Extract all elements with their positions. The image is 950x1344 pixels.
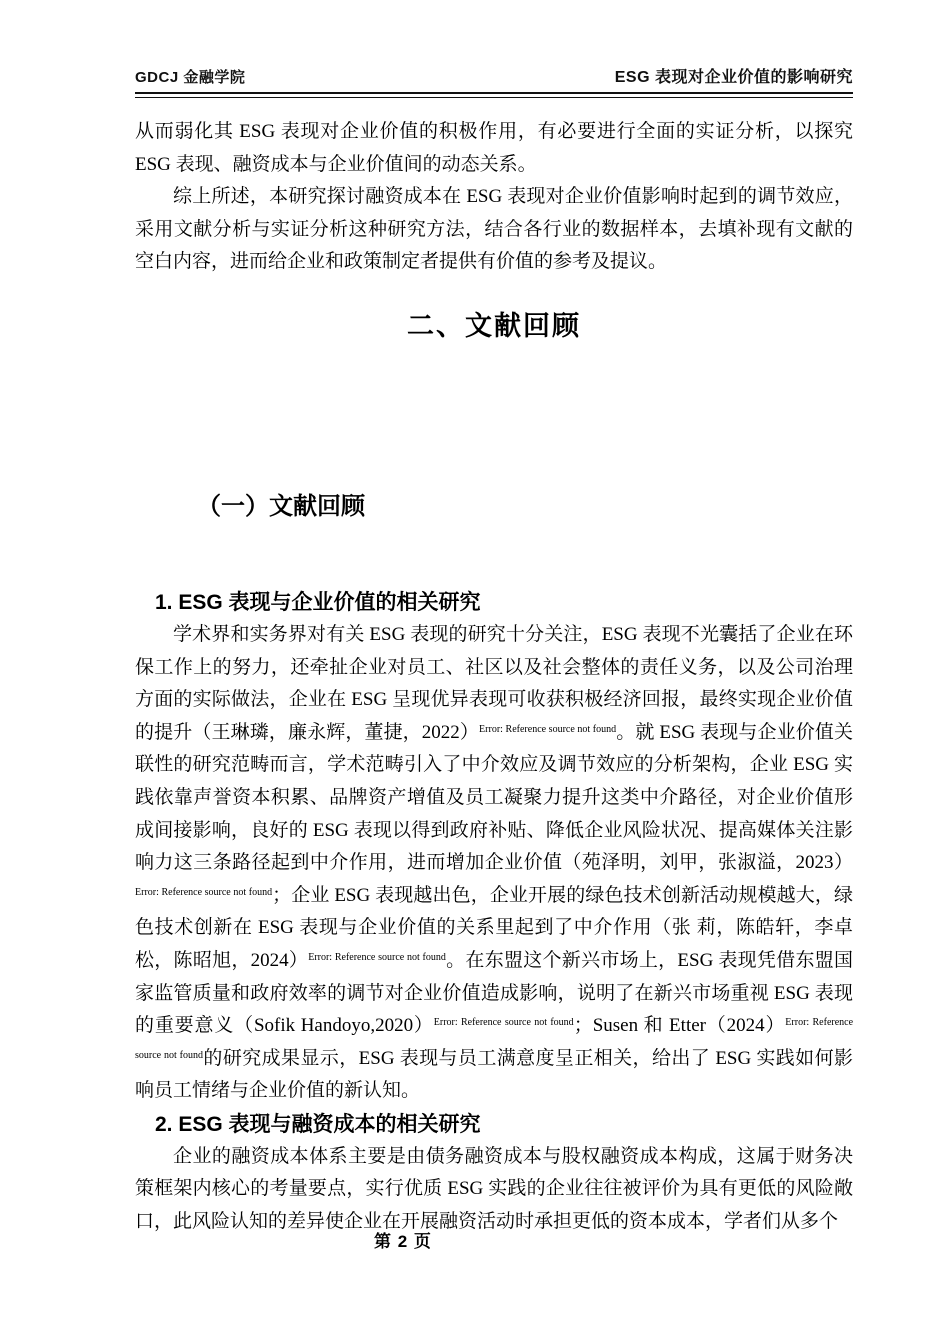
error-reference-marker: Error: Reference source not found xyxy=(135,886,273,898)
text-run: 。在东盟这个新兴市场上，ESG 表现凭借东盟国家监管质量和政府效率的调节对企业价值造成影响，说明了在新兴市场重视 ESG 表现的重要意义（Sofik Handoyo,2020） xyxy=(135,949,853,1037)
subsection-heading-1: 1. ESG 表现与企业价值的相关研究 xyxy=(155,590,481,614)
body-paragraph xyxy=(135,181,853,279)
page-footer xyxy=(374,1227,432,1252)
error-reference-marker: Error: Reference source not found xyxy=(135,1017,854,1061)
chapter-heading: 二、文献回顾 xyxy=(407,310,581,341)
error-reference-marker: Error: Reference source not found xyxy=(479,723,617,735)
header-school-name: GDCJ 金融学院 xyxy=(135,69,246,86)
body-paragraph xyxy=(135,619,853,1108)
error-reference-marker: Error: Reference source not found xyxy=(308,951,446,963)
section-heading: （一）文献回顾 xyxy=(197,492,365,520)
page-header xyxy=(135,64,853,98)
header-row xyxy=(135,64,853,87)
text-run: 从而弱化其 ESG 表现对企业价值的积极作用，有必要进行全面的实证分析，以探究 ESG 表现、融资成本与企业价值间的动态关系。 xyxy=(135,121,853,175)
text-run: 企业的融资成本体系主要是由债务融资成本与股权融资成本构成，这属于财务决策框架内核心的考量要点，实行优质 ESG 实践的企业往往被评价为具有更低的风险敞口，此风险认知的差异使企业在开展融资活动时承担更低的资本成本，学者们从多个 xyxy=(135,1145,853,1233)
text-run: 学术界和实务界对有关 ESG 表现的研究十分关注，ESG 表现不光囊括了企业在环保工作上的努力，还牵扯企业对员工、社区以及社会整体的责任义务，以及公司治理方面的实际做法，企业在 ESG 呈现优异表现可收获积极经济回报，最终实现企业价值的提升（王琳璘，廉永辉，董捷，2022） xyxy=(135,623,853,743)
text-run: ；Susen 和 Etter（2024） xyxy=(573,1015,786,1037)
page-number: 第 2 页 xyxy=(374,1232,432,1251)
header-rule xyxy=(135,92,853,98)
body-paragraph xyxy=(135,1141,853,1239)
error-reference-marker: Error: Reference source not found xyxy=(433,1017,574,1029)
subsection-heading-2: 2. ESG 表现与融资成本的相关研究 xyxy=(155,1112,481,1136)
document-body xyxy=(135,116,853,1239)
text-run: 。就 ESG 表现与企业价值关联性的研究范畴而言，学术范畴引入了中介效应及调节效应的分析架构，企业 ESG 实践依靠声誉资本积累、品牌资产增值及员工凝聚力提升这类中介路径，对企业价值形成间接影响，良好的 ESG 表现以得到政府补贴、降低企业风险状况、提高媒体关注影响力这三条路径起到中介作用，进而增加企业价值（苑泽明，刘甲，张淑溢，2023） xyxy=(135,721,853,874)
text-run: 综上所述，本研究探讨融资成本在 ESG 表现对企业价值影响时起到的调节效应，采用文献分析与实证分析这种研究方法，结合各行业的数据样本，去填补现有文献的空白内容，进而给企业和政策制定者提供有价值的参考及提议。 xyxy=(135,186,853,273)
text-run: 的研究成果显示，ESG 表现与员工满意度呈正相关，给出了 ESG 实践如何影响员工情绪与企业价值的新认知。 xyxy=(135,1047,853,1102)
text-run: ；企业 ESG 表现越出色，企业开展的绿色技术创新活动规模越大，绿色技术创新在 ESG 表现与企业价值的关系里起到了中介作用（张 莉，陈皓轩，李卓松，陈昭旭，2024） xyxy=(135,884,853,971)
header-doc-title: ESG 表现对企业价值的影响研究 xyxy=(614,69,853,86)
body-paragraph xyxy=(135,116,853,181)
